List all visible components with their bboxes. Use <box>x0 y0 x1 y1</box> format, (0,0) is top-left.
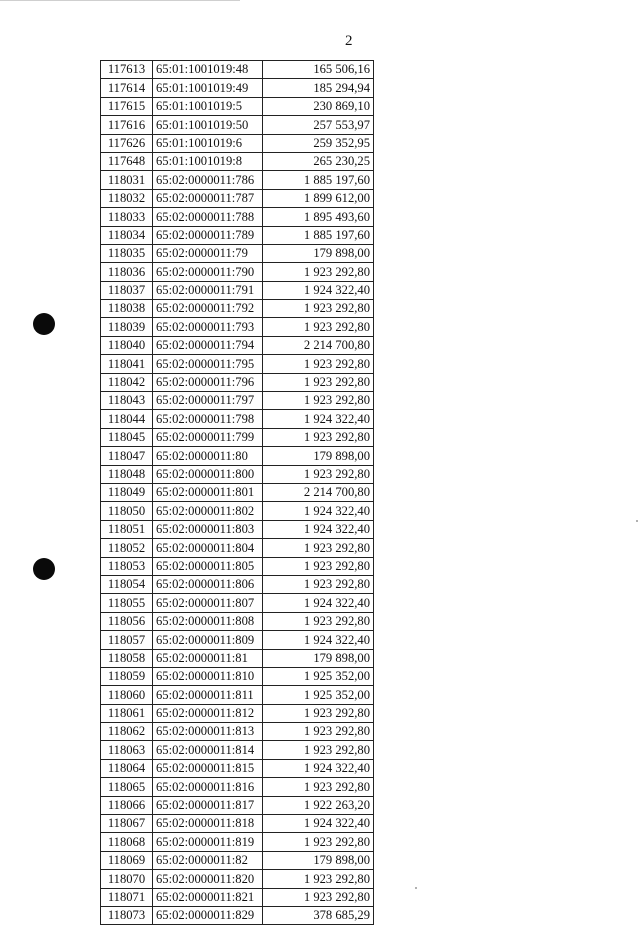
table-row <box>101 281 374 299</box>
row-id: 118066 <box>101 796 153 814</box>
amount: 1 923 292,80 <box>263 373 374 391</box>
row-id: 118042 <box>101 373 153 391</box>
amount: 1 923 292,80 <box>263 833 374 851</box>
amount: 1 924 322,40 <box>263 410 374 428</box>
row-id: 118031 <box>101 171 153 189</box>
table-row <box>101 447 374 465</box>
table-row <box>101 851 374 869</box>
cadastral-number: 65:02:0000011:815 <box>153 759 263 777</box>
table-row <box>101 61 374 79</box>
row-id: 117648 <box>101 152 153 170</box>
cadastral-number: 65:02:0000011:811 <box>153 686 263 704</box>
row-id: 117615 <box>101 97 153 115</box>
amount: 259 352,95 <box>263 134 374 152</box>
table-row <box>101 336 374 354</box>
cadastral-number: 65:02:0000011:808 <box>153 612 263 630</box>
cadastral-number: 65:02:0000011:802 <box>153 502 263 520</box>
cadastral-number: 65:02:0000011:805 <box>153 557 263 575</box>
cadastral-number: 65:02:0000011:797 <box>153 392 263 410</box>
amount: 1 885 197,60 <box>263 171 374 189</box>
cadastral-number: 65:02:0000011:793 <box>153 318 263 336</box>
amount: 1 923 292,80 <box>263 300 374 318</box>
row-id: 118050 <box>101 502 153 520</box>
registry-table-body <box>101 61 374 925</box>
row-id: 118054 <box>101 575 153 593</box>
row-id: 118038 <box>101 300 153 318</box>
row-id: 118068 <box>101 833 153 851</box>
amount: 1 923 292,80 <box>263 318 374 336</box>
cadastral-number: 65:02:0000011:800 <box>153 465 263 483</box>
cadastral-number: 65:02:0000011:798 <box>153 410 263 428</box>
amount: 179 898,00 <box>263 447 374 465</box>
table-row <box>101 465 374 483</box>
cadastral-number: 65:02:0000011:794 <box>153 336 263 354</box>
cadastral-number: 65:02:0000011:819 <box>153 833 263 851</box>
cadastral-number: 65:02:0000011:799 <box>153 428 263 446</box>
cadastral-number: 65:01:1001019:6 <box>153 134 263 152</box>
amount: 165 506,16 <box>263 61 374 79</box>
amount: 257 553,97 <box>263 116 374 134</box>
cadastral-number: 65:02:0000011:788 <box>153 208 263 226</box>
cadastral-number: 65:02:0000011:821 <box>153 888 263 906</box>
table-row <box>101 667 374 685</box>
amount: 1 895 493,60 <box>263 208 374 226</box>
amount: 1 923 292,80 <box>263 392 374 410</box>
row-id: 118034 <box>101 226 153 244</box>
row-id: 118048 <box>101 465 153 483</box>
amount: 1 923 292,80 <box>263 704 374 722</box>
table-row <box>101 263 374 281</box>
cadastral-number: 65:02:0000011:79 <box>153 244 263 262</box>
punch-hole <box>33 313 55 335</box>
row-id: 118045 <box>101 428 153 446</box>
row-id: 117613 <box>101 61 153 79</box>
amount: 1 899 612,00 <box>263 189 374 207</box>
cadastral-number: 65:02:0000011:786 <box>153 171 263 189</box>
cadastral-number: 65:02:0000011:81 <box>153 649 263 667</box>
table-row <box>101 649 374 667</box>
amount: 265 230,25 <box>263 152 374 170</box>
row-id: 118037 <box>101 281 153 299</box>
cadastral-number: 65:02:0000011:82 <box>153 851 263 869</box>
row-id: 118055 <box>101 594 153 612</box>
table-row <box>101 79 374 97</box>
amount: 1 924 322,40 <box>263 281 374 299</box>
amount: 378 685,29 <box>263 906 374 924</box>
amount: 1 923 292,80 <box>263 263 374 281</box>
scan-edge-line <box>0 0 240 1</box>
table-row <box>101 723 374 741</box>
amount: 1 924 322,40 <box>263 815 374 833</box>
amount: 1 923 292,80 <box>263 539 374 557</box>
amount: 2 214 700,80 <box>263 483 374 501</box>
table-row <box>101 226 374 244</box>
table-row <box>101 686 374 704</box>
cadastral-number: 65:02:0000011:817 <box>153 796 263 814</box>
row-id: 118070 <box>101 870 153 888</box>
table-row <box>101 704 374 722</box>
row-id: 118052 <box>101 539 153 557</box>
row-id: 118035 <box>101 244 153 262</box>
cadastral-number: 65:02:0000011:829 <box>153 906 263 924</box>
table-row <box>101 116 374 134</box>
table-row <box>101 888 374 906</box>
row-id: 118056 <box>101 612 153 630</box>
cadastral-number: 65:02:0000011:803 <box>153 520 263 538</box>
amount: 179 898,00 <box>263 851 374 869</box>
amount: 1 923 292,80 <box>263 355 374 373</box>
table-row <box>101 759 374 777</box>
registry-table <box>100 60 374 925</box>
amount: 1 923 292,80 <box>263 575 374 593</box>
cadastral-number: 65:01:1001019:49 <box>153 79 263 97</box>
amount: 1 924 322,40 <box>263 594 374 612</box>
table-row <box>101 318 374 336</box>
table-row <box>101 410 374 428</box>
table-row <box>101 778 374 796</box>
row-id: 118064 <box>101 759 153 777</box>
table-row <box>101 796 374 814</box>
row-id: 117614 <box>101 79 153 97</box>
row-id: 118051 <box>101 520 153 538</box>
row-id: 118040 <box>101 336 153 354</box>
table-row <box>101 575 374 593</box>
table-row <box>101 815 374 833</box>
table-row <box>101 539 374 557</box>
amount: 1 923 292,80 <box>263 428 374 446</box>
cadastral-number: 65:02:0000011:814 <box>153 741 263 759</box>
amount: 1 923 292,80 <box>263 557 374 575</box>
row-id: 118062 <box>101 723 153 741</box>
row-id: 118041 <box>101 355 153 373</box>
page-number: 2 <box>345 33 353 49</box>
cadastral-number: 65:02:0000011:796 <box>153 373 263 391</box>
amount: 2 214 700,80 <box>263 336 374 354</box>
amount: 1 925 352,00 <box>263 667 374 685</box>
table-row <box>101 152 374 170</box>
amount: 1 923 292,80 <box>263 612 374 630</box>
table-row <box>101 594 374 612</box>
amount: 1 922 263,20 <box>263 796 374 814</box>
cadastral-number: 65:01:1001019:5 <box>153 97 263 115</box>
amount: 1 925 352,00 <box>263 686 374 704</box>
amount: 1 924 322,40 <box>263 631 374 649</box>
table-row <box>101 244 374 262</box>
table-row <box>101 392 374 410</box>
table-row <box>101 134 374 152</box>
table-row <box>101 906 374 924</box>
table-row <box>101 833 374 851</box>
table-row <box>101 631 374 649</box>
row-id: 118061 <box>101 704 153 722</box>
table-row <box>101 502 374 520</box>
row-id: 118067 <box>101 815 153 833</box>
table-row <box>101 300 374 318</box>
cadastral-number: 65:01:1001019:8 <box>153 152 263 170</box>
amount: 179 898,00 <box>263 244 374 262</box>
row-id: 118047 <box>101 447 153 465</box>
table-row <box>101 373 374 391</box>
table-row <box>101 208 374 226</box>
cadastral-number: 65:01:1001019:48 <box>153 61 263 79</box>
row-id: 118033 <box>101 208 153 226</box>
table-row <box>101 171 374 189</box>
row-id: 118057 <box>101 631 153 649</box>
cadastral-number: 65:01:1001019:50 <box>153 116 263 134</box>
cadastral-number: 65:02:0000011:795 <box>153 355 263 373</box>
row-id: 118039 <box>101 318 153 336</box>
cadastral-number: 65:02:0000011:816 <box>153 778 263 796</box>
cadastral-number: 65:02:0000011:792 <box>153 300 263 318</box>
amount: 185 294,94 <box>263 79 374 97</box>
row-id: 118071 <box>101 888 153 906</box>
cadastral-number: 65:02:0000011:806 <box>153 575 263 593</box>
table-row <box>101 741 374 759</box>
table-row <box>101 428 374 446</box>
row-id: 118063 <box>101 741 153 759</box>
row-id: 117626 <box>101 134 153 152</box>
cadastral-number: 65:02:0000011:787 <box>153 189 263 207</box>
row-id: 118032 <box>101 189 153 207</box>
cadastral-number: 65:02:0000011:813 <box>153 723 263 741</box>
row-id: 118058 <box>101 649 153 667</box>
row-id: 118036 <box>101 263 153 281</box>
row-id: 118049 <box>101 483 153 501</box>
cadastral-number: 65:02:0000011:789 <box>153 226 263 244</box>
cadastral-number: 65:02:0000011:804 <box>153 539 263 557</box>
cadastral-number: 65:02:0000011:810 <box>153 667 263 685</box>
row-id: 118044 <box>101 410 153 428</box>
cadastral-number: 65:02:0000011:80 <box>153 447 263 465</box>
amount: 1 923 292,80 <box>263 870 374 888</box>
amount: 1 923 292,80 <box>263 888 374 906</box>
amount: 1 923 292,80 <box>263 741 374 759</box>
row-id: 118073 <box>101 906 153 924</box>
row-id: 117616 <box>101 116 153 134</box>
table-row <box>101 870 374 888</box>
scan-speck <box>636 520 638 522</box>
table-row <box>101 612 374 630</box>
punch-hole <box>33 558 55 580</box>
table-row <box>101 483 374 501</box>
table-row <box>101 355 374 373</box>
amount: 1 924 322,40 <box>263 502 374 520</box>
amount: 1 923 292,80 <box>263 778 374 796</box>
amount: 1 924 322,40 <box>263 520 374 538</box>
amount: 1 923 292,80 <box>263 723 374 741</box>
cadastral-number: 65:02:0000011:790 <box>153 263 263 281</box>
row-id: 118043 <box>101 392 153 410</box>
cadastral-number: 65:02:0000011:818 <box>153 815 263 833</box>
cadastral-number: 65:02:0000011:807 <box>153 594 263 612</box>
amount: 1 923 292,80 <box>263 465 374 483</box>
table-row <box>101 520 374 538</box>
amount: 1 924 322,40 <box>263 759 374 777</box>
cadastral-number: 65:02:0000011:812 <box>153 704 263 722</box>
row-id: 118053 <box>101 557 153 575</box>
scan-speck <box>415 887 417 889</box>
amount: 179 898,00 <box>263 649 374 667</box>
cadastral-number: 65:02:0000011:809 <box>153 631 263 649</box>
cadastral-number: 65:02:0000011:791 <box>153 281 263 299</box>
table-row <box>101 557 374 575</box>
row-id: 118069 <box>101 851 153 869</box>
row-id: 118065 <box>101 778 153 796</box>
table-row <box>101 97 374 115</box>
cadastral-number: 65:02:0000011:820 <box>153 870 263 888</box>
cadastral-number: 65:02:0000011:801 <box>153 483 263 501</box>
amount: 230 869,10 <box>263 97 374 115</box>
amount: 1 885 197,60 <box>263 226 374 244</box>
table-row <box>101 189 374 207</box>
row-id: 118059 <box>101 667 153 685</box>
row-id: 118060 <box>101 686 153 704</box>
